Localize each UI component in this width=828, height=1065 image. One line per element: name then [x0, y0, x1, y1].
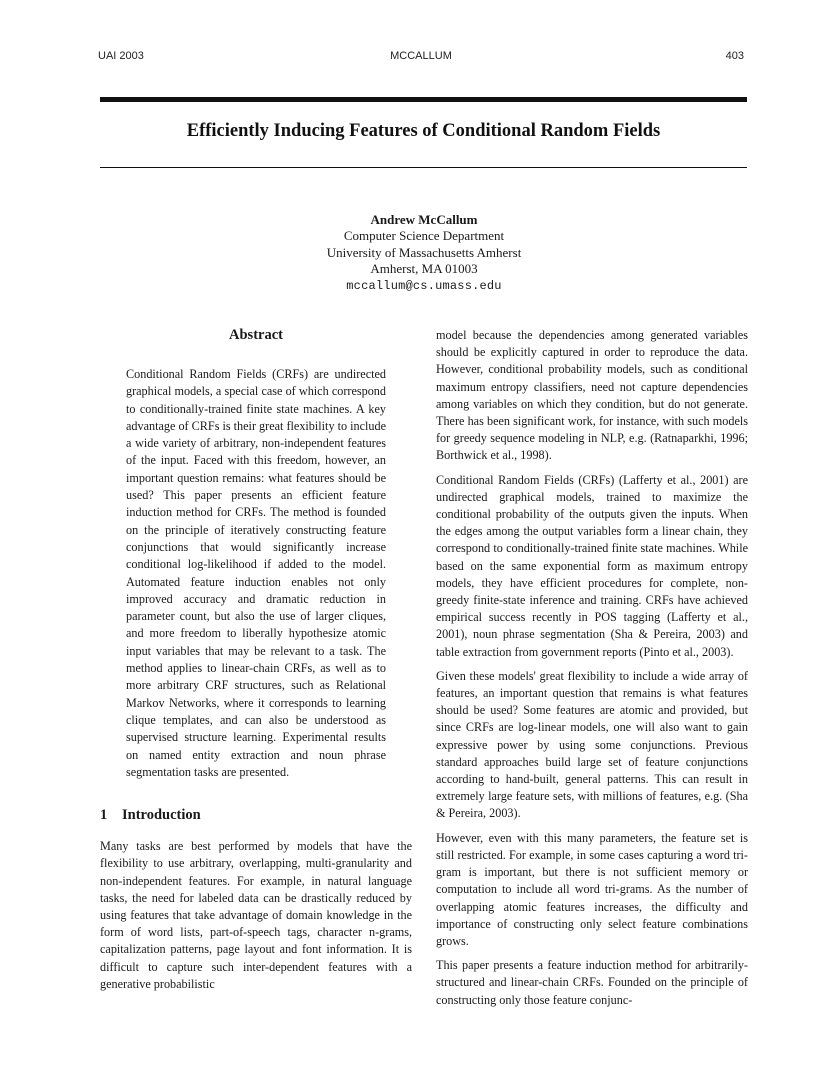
- introduction-heading: [100, 807, 412, 824]
- section-number: 1: [100, 807, 108, 824]
- body-paragraph-3: Given these models' great flexibility to include a wide array of features, an important question that remains is what features should be used? Some features are atomic and provided, but since CRFs are log-linear models, one will also want to gain expressive power by using some conjunctions. Previous standard approaches build large set of feature conjunctions according to hand-built, general patterns. This can result in extremely large feature sets, with millions of features, e.g. (Sha & Pereira, 2003).: [436, 668, 748, 821]
- title-top-rule: [100, 97, 747, 102]
- conference-label: UAI 2003: [98, 50, 144, 62]
- left-column: [100, 325, 412, 993]
- section-title: Introduction: [122, 807, 201, 824]
- page-number: 403: [725, 50, 744, 62]
- author-department: Computer Science Department: [343, 228, 505, 244]
- body-paragraph-1: model because the dependencies among generated variables should be explicitly captured in order to reproduce the data. However, conditional probability models, such as conditional maximum entropy classifiers, need not capture dependencies among variables on which they condition, but do not generate. There has been significant work, for instance, with such models for greedy sequence modeling in NLP, e.g. (Ratnaparkhi, 1996; Borthwick et al., 1998).: [436, 328, 748, 463]
- paper-title: Efficiently Inducing Features of Conditional Random Fields: [186, 121, 661, 141]
- author-name: Andrew McCallum: [370, 212, 478, 227]
- author-block: [214, 212, 634, 294]
- abstract-text: Conditional Random Fields (CRFs) are undirected graphical models, a special case of which correspond to conditionally-trained finite state machines. A key advantage of CRFs is their great flexibility to include a wide variety of arbitrary, non-independent features of the input. Faced with this freedom, however, an important question remains: what features should be used? This paper presents an efficient feature induction method for CRFs. The method is founded on the principle of iteratively constructing feature conjunctions that would significantly increase conditional log-likelihood if added to the model. Automated feature induction enables not only improved accuracy and dramatic reduction in parameter count, but also the use of larger cliques, and more freedom to liberally hypothesize atomic input variables that may be relevant to a task. The method applies to linear-chain CRFs, as well as to more arbitrary CRF structures, such as Relational Markov Networks, where it corresponds to learning clique templates, and can also be understood as supervised structure learning. Experimental results on named entity extraction and noun phrase segmentation tasks are presented.: [126, 367, 386, 779]
- abstract-heading: Abstract: [229, 327, 283, 343]
- author-location: Amherst, MA 01003: [370, 261, 478, 277]
- body-paragraph-4: However, even with this many parameters, the feature set is still restricted. For example, in some cases capturing a word tri-gram is important, but there is not sufficient memory or computation to include all word tri-grams. As the number of overlapping atomic features increases, the difficulty and importance of constructing only select feature combinations grows.: [436, 830, 748, 948]
- author-running-head: MCCALLUM: [390, 50, 452, 62]
- author-university: University of Massachusetts Amherst: [326, 244, 522, 260]
- body-paragraph-2: Conditional Random Fields (CRFs) (Lafferty et al., 2001) are undirected graphical models, trained to maximize the conditional probability of the outputs given the inputs. When the edges among the output variables form a linear chain, they correspond to conditionally-trained finite state machines. While based on the same exponential form as maximum entropy models, they have efficient procedures for complete, non-greedy finite-state inference and training. CRFs have achieved empirical success recently in POS tagging (Lafferty et al., 2001), noun phrase segmentation (Sha & Pereira, 2003) and table extraction from government reports (Pinto et al., 2003).: [436, 472, 748, 659]
- body-paragraph-5: This paper presents a feature induction method for arbitrarily-structured and linear-chain CRFs. Founded on the principle of constructing only those feature conjunc-: [436, 958, 748, 1007]
- author-email: mccallum@cs.umass.edu: [346, 278, 502, 293]
- title-bottom-rule: [100, 167, 747, 168]
- introduction-paragraph: Many tasks are best performed by models that have the flexibility to use arbitrary, overlapping, multi-granularity and non-independent features. For example, in natural language tasks, the need for labeled data can be drastically reduced by using features that take advantage of domain knowledge in the form of word lists, part-of-speech tags, character n-grams, capitalization patterns, page layout and font information. It is difficult to capture such inter-dependent features with a generative probabilistic: [100, 839, 412, 991]
- right-column: [436, 327, 748, 1016]
- running-header: [98, 50, 744, 66]
